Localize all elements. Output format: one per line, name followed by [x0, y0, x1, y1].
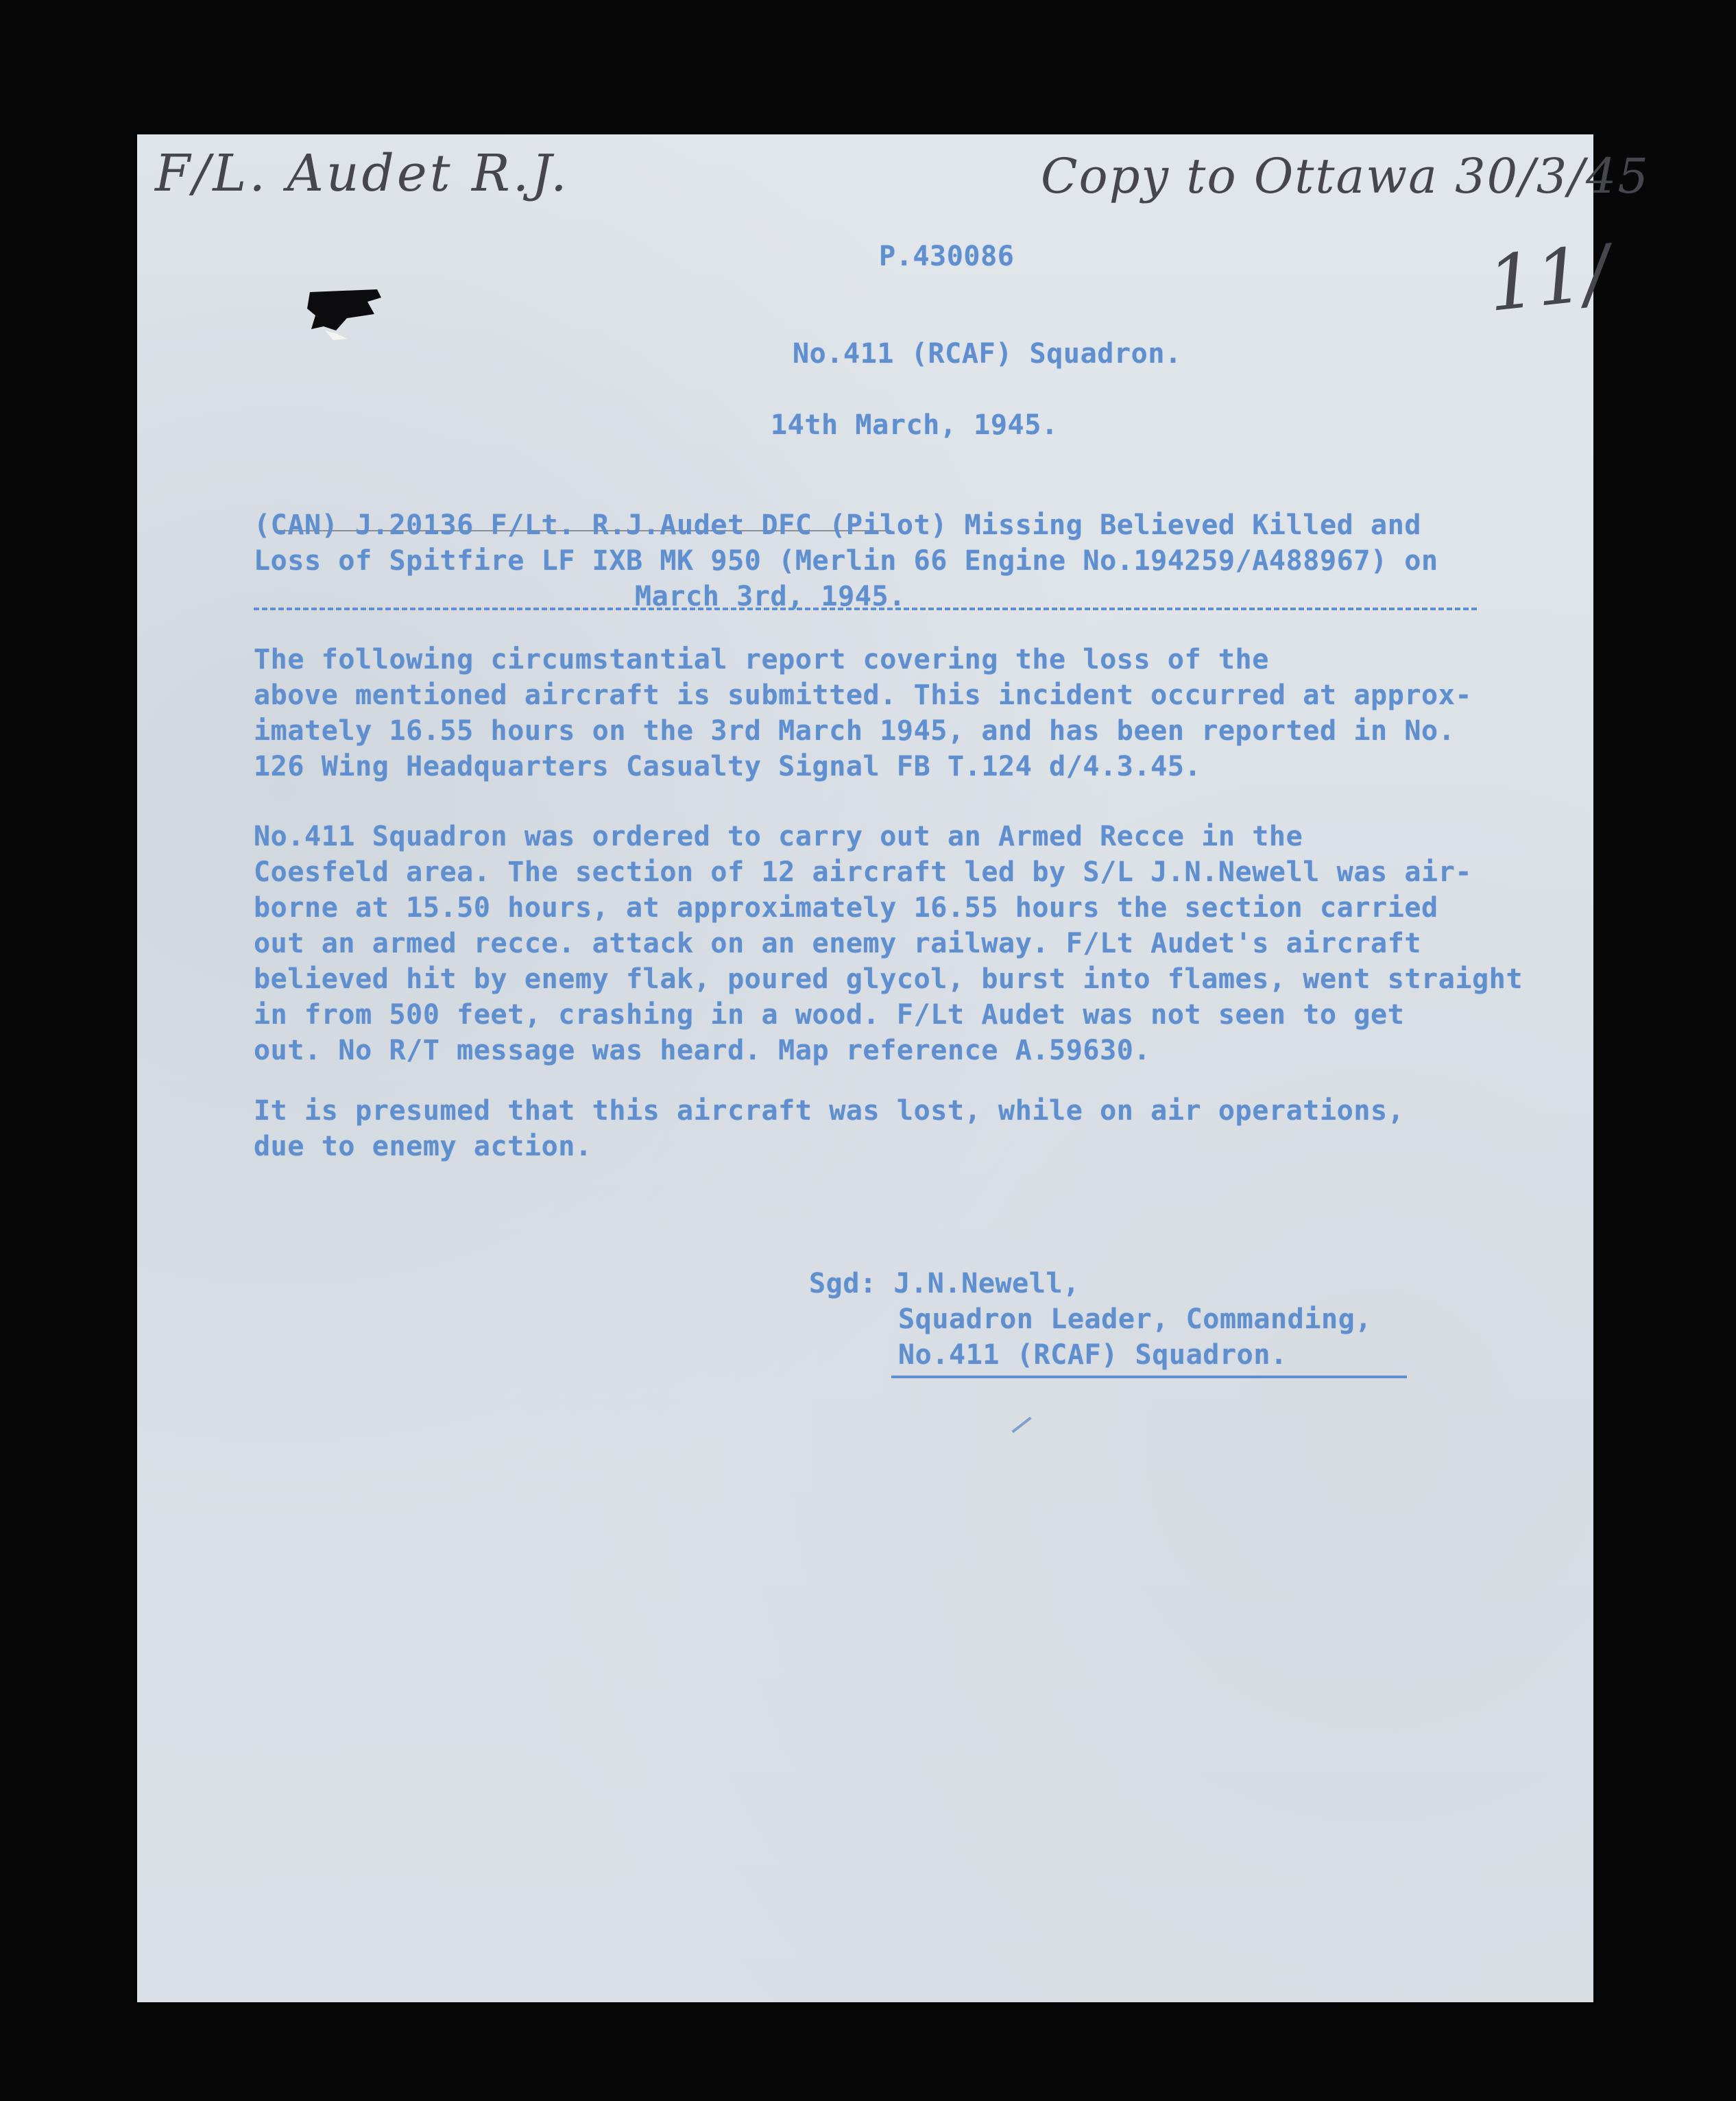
text-line: It is presumed that this aircraft was lost, while on air operations, — [254, 1095, 1405, 1127]
subject-line: March 3rd, 1945. — [635, 581, 906, 612]
subject-line: Loss of Spitfire LF IXB MK 950 (Merlin 66 Engine No.194259/A488967) on — [254, 545, 1438, 577]
handwritten-name: F/L. Audet R.J. — [155, 144, 570, 203]
signature-block — [809, 1266, 1372, 1373]
squadron-heading: No.411 (RCAF) Squadron. — [793, 338, 1182, 370]
subject-line: (CAN) J.20136 F/Lt. R.J.Audet DFC (Pilot) Missing Believed Killed and — [254, 509, 1422, 541]
text-line: believed hit by enemy flak, poured glycol, burst into flames, went straight — [254, 963, 1523, 995]
text-line: out. No R/T message was heard. Map reference A.59630. — [254, 1035, 1151, 1066]
paragraph-1 — [254, 642, 1472, 784]
signature-name: Sgd: J.N.Newell, — [809, 1268, 1080, 1299]
text-line: borne at 15.50 hours, at approximately 16.55 hours the section carried — [254, 892, 1438, 924]
document-page — [137, 134, 1650, 2002]
signature-underline — [891, 1376, 1407, 1378]
pencil-tick-mark — [1011, 1417, 1031, 1433]
punch-hole-icon — [306, 288, 383, 341]
text-line: in from 500 feet, crashing in a wood. F/Lt Audet was not seen to get — [254, 999, 1405, 1031]
text-line: above mentioned aircraft is submitted. This incident occurred at approx- — [254, 680, 1473, 711]
text-line: No.411 Squadron was ordered to carry out an Armed Recce in the — [254, 821, 1303, 852]
text-line: imately 16.55 hours on the 3rd March 1945, and has been reported in No. — [254, 715, 1456, 747]
handwritten-copy-note: Copy to Ottawa 30/3/45 — [1041, 148, 1650, 204]
document-date: 14th March, 1945. — [771, 409, 1059, 441]
reference-number: P.430086 — [879, 241, 1015, 272]
text-line: Coesfeld area. The section of 12 aircraft led by S/L J.N.Newell was air- — [254, 856, 1473, 888]
handwritten-mark: 11/ — [1483, 228, 1614, 328]
subject-underline — [254, 608, 1477, 610]
subject-block — [254, 507, 1438, 614]
signature-unit: No.411 (RCAF) Squadron. — [898, 1339, 1288, 1371]
text-line: out an armed recce. attack on an enemy railway. F/Lt Audet's aircraft — [254, 928, 1422, 959]
text-line: The following circumstantial report covering the loss of the — [254, 644, 1269, 675]
paragraph-2 — [254, 819, 1523, 1068]
text-line: due to enemy action. — [254, 1131, 592, 1162]
text-line: 126 Wing Headquarters Casualty Signal FB T.124 d/4.3.45. — [254, 751, 1202, 782]
signature-rank: Squadron Leader, Commanding, — [898, 1304, 1373, 1335]
paragraph-3 — [254, 1093, 1404, 1164]
